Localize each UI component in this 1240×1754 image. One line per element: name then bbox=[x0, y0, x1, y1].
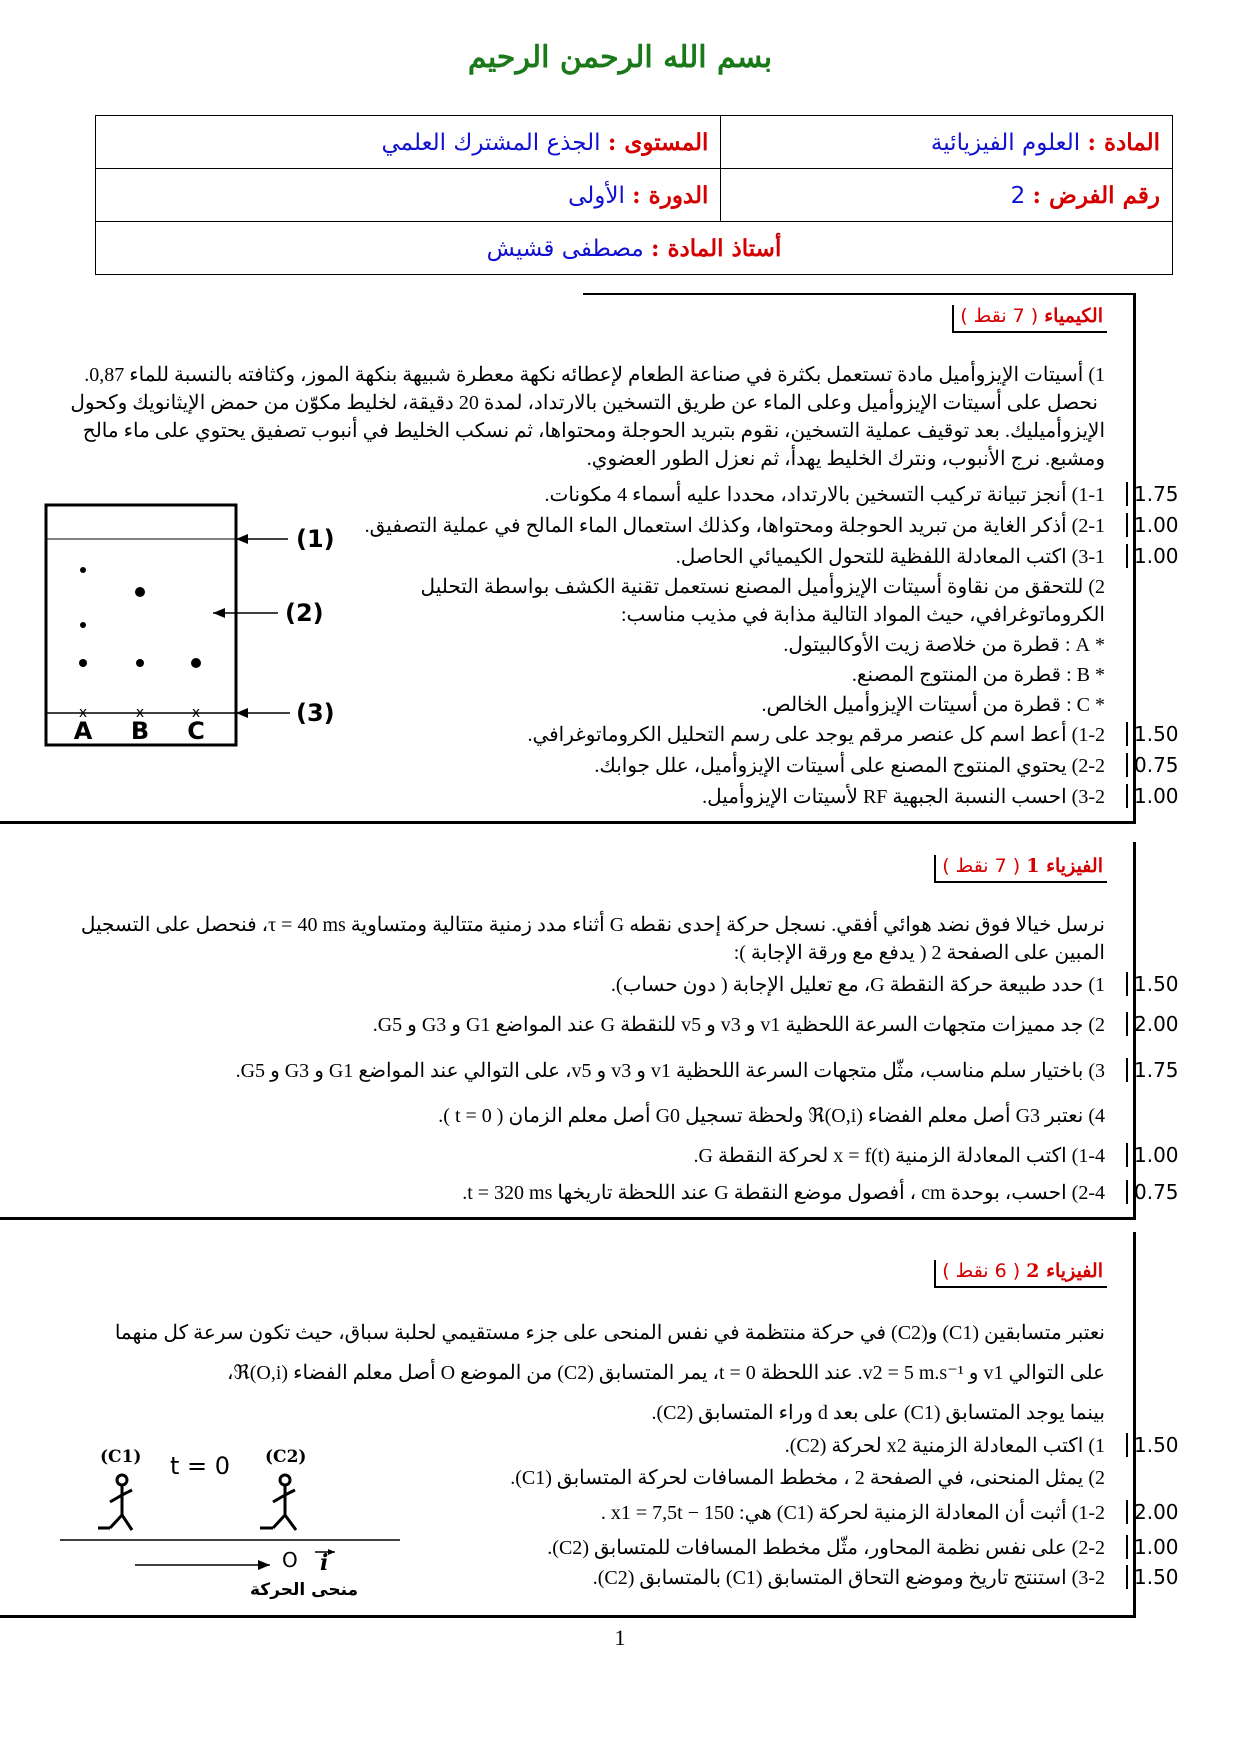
phys2-intro-1: نعتبر متسابقين (C1) و(C2) في حركة منتظمة في نفس المنحى على جزء مستقيمي لحلبة سباق، حيث تكون سرعة كل منهما bbox=[114, 1322, 1105, 1344]
score-chem-q3-1: 1.00 bbox=[1126, 544, 1204, 568]
label-1: (1) bbox=[296, 525, 335, 553]
score-chem-q1-2: 1.50 bbox=[1126, 722, 1204, 746]
runner-c2-label: (C2) bbox=[265, 1447, 307, 1467]
chem-q2-text-a: 2) للتحقق من نقاوة أسيتات الإيزوأميل المصنع نستعمل تقنية الكشف بواسطة التحليل bbox=[420, 576, 1105, 598]
svg-text:x: x bbox=[135, 705, 145, 721]
time-zero-label: t = 0 bbox=[170, 1452, 231, 1480]
subject-value: العلوم الفيزيائية bbox=[930, 129, 1081, 156]
svg-text:x: x bbox=[78, 705, 88, 721]
phys1-q4-2: 2-4) احسب، بوحدة cm ، أفصول موضع النقطة G عند اللحظة تاريخها t = 320 ms. bbox=[462, 1182, 1105, 1204]
chemistry-title bbox=[952, 305, 1107, 333]
page-number: 1 bbox=[614, 1625, 626, 1650]
basmala: بسم الله الرحمن الرحيم bbox=[467, 40, 773, 75]
phys1-q2: 2) جد مميزات متجهات السرعة اللحظية v1 و v3 و v5 للنقطة G عند المواضع G1 و G3 و G5. bbox=[372, 1014, 1105, 1036]
score-chem-q2-1: 1.00 bbox=[1126, 513, 1204, 537]
phys2-q2: 2) يمثل المنحنى، في الصفحة 2 ، مخطط المسافات لحركة المتسابق (C1). bbox=[510, 1467, 1105, 1489]
phys1-q3: 3) باختيار سلم مناسب، مثّل متجهات السرعة اللحظية v1 و v3 و v5، على التوالي عند المواضع G1 و G3 و G5. bbox=[235, 1060, 1105, 1082]
exam-value: 2 bbox=[1010, 182, 1026, 209]
chem-q2-2: 2-2) يحتوي المنتوج المصنع على أسيتات الإيزوأميل، علل جوابك. bbox=[594, 755, 1105, 777]
exam-cell bbox=[721, 169, 1173, 222]
chem-q1-1: 1-1) أنجز تبيانة تركيب التسخين بالارتداد، محددا عليه أسماء 4 مكونات. bbox=[544, 484, 1105, 506]
runner-c2-icon bbox=[260, 1475, 296, 1530]
runners-figure bbox=[60, 1440, 410, 1605]
chem-intro-line-3: الإيزوأميليك. بعد توقيف عملية التسخين، نقوم بتبريد الحوجلة ومحتواها، ثم نسكب الخليط في أنبوب تصفيق يحتوي على ماء مالح bbox=[82, 420, 1105, 442]
teacher-label: أستاذ المادة : bbox=[650, 234, 782, 262]
phys1-q1: 1) حدد طبيعة حركة النقطة G، مع تعليل الإجابة ( دون حساب). bbox=[610, 974, 1105, 996]
spot-label-a: A bbox=[73, 717, 93, 745]
level-label: المستوى : bbox=[607, 128, 709, 156]
phys1-intro-2: المبين على الصفحة 2 ( يدفع مع ورقة الإجابة ): bbox=[733, 942, 1105, 964]
chem-q2-1: 2-1) أذكر الغاية من تبريد الحوجلة ومحتواها، وكذلك استعمال الماء المالح في عملية التصفيق. bbox=[364, 515, 1105, 537]
phys2-q1: 1) اكتب المعادلة الزمنية x2 لحركة (C2). bbox=[784, 1435, 1105, 1457]
phys1-intro-1: نرسل خيالا فوق نضد هوائي أفقي. نسجل حركة إحدى نقطه G أثناء مدد زمنية متتالية ومتساوية τ = 40 ms، فنحصل على التسجيل bbox=[80, 914, 1105, 936]
chromatography-figure bbox=[38, 495, 348, 775]
score-phys1-q4-1: 1.00 bbox=[1126, 1143, 1204, 1167]
phys1-q4-1: 1-4) اكتب المعادلة الزمنية x = f(t) لحركة النقطة G. bbox=[693, 1145, 1105, 1167]
exam-label: رقم الفرض : bbox=[1032, 181, 1160, 209]
score-chem-q3-2: 1.00 bbox=[1126, 784, 1204, 808]
spot-label-b: B bbox=[130, 717, 150, 745]
runner-c1-icon bbox=[98, 1475, 132, 1530]
subject-cell bbox=[721, 116, 1173, 169]
physics1-title bbox=[934, 855, 1107, 883]
chem-q1-2: 1-2) أعط اسم كل عنصر مرقم يوجد على رسم التحليل الكروماتوغرافي. bbox=[527, 724, 1105, 746]
teacher-cell bbox=[96, 222, 1173, 275]
subject-label: المادة : bbox=[1087, 128, 1160, 156]
score-phys2-q1: 1.50 bbox=[1126, 1433, 1204, 1457]
svg-text:x: x bbox=[191, 705, 201, 721]
chem-q3-2: 3-2) احسب النسبة الجبهية RF لأسيتات الإيزوأميل. bbox=[702, 786, 1105, 808]
phys2-q2-1: 1-2) أثبت أن المعادلة الزمنية لحركة (C1) هي: x1 = 7,5t − 150 . bbox=[600, 1502, 1105, 1524]
header-table bbox=[95, 115, 1173, 275]
score-phys1-q3: 1.75 bbox=[1126, 1058, 1204, 1082]
phys2-intro-2: على التوالي v1 و v2 = 5 m.s⁻¹. عند اللحظة t = 0، يمر المتسابق (C2) من الموضع O أصل معلم الفضاء ℜ(O,i)، bbox=[227, 1362, 1105, 1384]
chem-intro-line-2: نحصل على أسيتات الإيزوأميل وعلى الماء عن طريق التسخين بالارتداد، لمدة 20 دقيقة، لخليط مكوّن من حمض الإيثانويك وكحول bbox=[70, 392, 1098, 414]
phys2-q2-2: 2-2) على نفس نظمة المحاور، مثّل مخطط المسافات للمتسابق (C2). bbox=[547, 1537, 1105, 1559]
label-2: (2) bbox=[285, 599, 324, 627]
unit-vector-label: i bbox=[320, 1550, 329, 1576]
chemistry-points: ( 7 نقط ) bbox=[960, 305, 1039, 327]
spot-label-c: C bbox=[187, 717, 205, 745]
chem-intro-line-1: 1) أسيتات الإيزوأميل مادة تستعمل بكثرة في صناعة الطعام لإعطائه نكهة معطرة شبيهة بنكهة الموز، وكثافته بالنسبة للماء 0,87. bbox=[84, 364, 1105, 386]
chem-item-a: * A : قطرة من خلاصة زيت الأوكالبيتول. bbox=[783, 634, 1105, 656]
phys1-q4: 4) نعتبر G3 أصل معلم الفضاء ℜ(O,i) ولحظة تسجيل G0 أصل معلم الزمان ( t = 0 ). bbox=[438, 1105, 1105, 1127]
score-phys1-q2: 2.00 bbox=[1126, 1012, 1204, 1036]
chem-intro-line-4: ومشبع. نرج الأنبوب، ونترك الخليط يهدأ، ثم نعزل الطور العضوي. bbox=[586, 448, 1105, 470]
origin-label: O bbox=[282, 1548, 298, 1572]
score-phys1-q4-2: 0.75 bbox=[1126, 1180, 1204, 1204]
physics2-title-text: الفيزياء 2 bbox=[1026, 1260, 1103, 1282]
level-value: الجذع المشترك العلمي bbox=[381, 129, 601, 156]
score-chem-q2-2: 0.75 bbox=[1126, 753, 1204, 777]
label-3: (3) bbox=[296, 699, 335, 727]
chem-item-c: * C : قطرة من أسيتات الإيزوأميل الخالص. bbox=[761, 694, 1105, 716]
score-chem-q1-1: 1.75 bbox=[1126, 482, 1204, 506]
runner-c1-label: (C1) bbox=[100, 1447, 142, 1467]
teacher-value: مصطفى قشيش bbox=[486, 235, 644, 262]
phys2-q2-3: 3-2) استنتج تاريخ وموضع التحاق المتسابق (C1) بالمتسابق (C2). bbox=[592, 1567, 1105, 1589]
score-phys2-q2-1: 2.00 bbox=[1126, 1500, 1204, 1524]
physics2-title bbox=[934, 1260, 1107, 1288]
chem-q2-text-b: الكروماتوغرافي، حيث المواد التالية مذابة في مذيب مناسب: bbox=[620, 604, 1105, 626]
chem-item-b: * B : قطرة من المنتوج المصنع. bbox=[851, 664, 1105, 686]
score-phys2-q2-3: 1.50 bbox=[1126, 1565, 1204, 1589]
level-cell bbox=[96, 116, 721, 169]
chemistry-title-text: الكيمياء bbox=[1044, 305, 1103, 327]
phys2-intro-3: بينما يوجد المتسابق (C1) على بعد d وراء المتسابق (C2). bbox=[651, 1402, 1105, 1424]
direction-label: منحى الحركة bbox=[250, 1580, 359, 1600]
score-phys2-q2-2: 1.00 bbox=[1126, 1535, 1204, 1559]
physics1-points: ( 7 نقط ) bbox=[942, 855, 1021, 877]
session-cell bbox=[96, 169, 721, 222]
physics1-title-text: الفيزياء 1 bbox=[1026, 855, 1103, 877]
physics2-points: ( 6 نقط ) bbox=[942, 1260, 1021, 1282]
session-value: الأولى bbox=[568, 182, 625, 209]
score-phys1-q1: 1.50 bbox=[1126, 972, 1204, 996]
session-label: الدورة : bbox=[632, 181, 709, 209]
chem-q3-1: 3-1) اكتب المعادلة اللفظية للتحول الكيميائي الحاصل. bbox=[675, 546, 1105, 568]
